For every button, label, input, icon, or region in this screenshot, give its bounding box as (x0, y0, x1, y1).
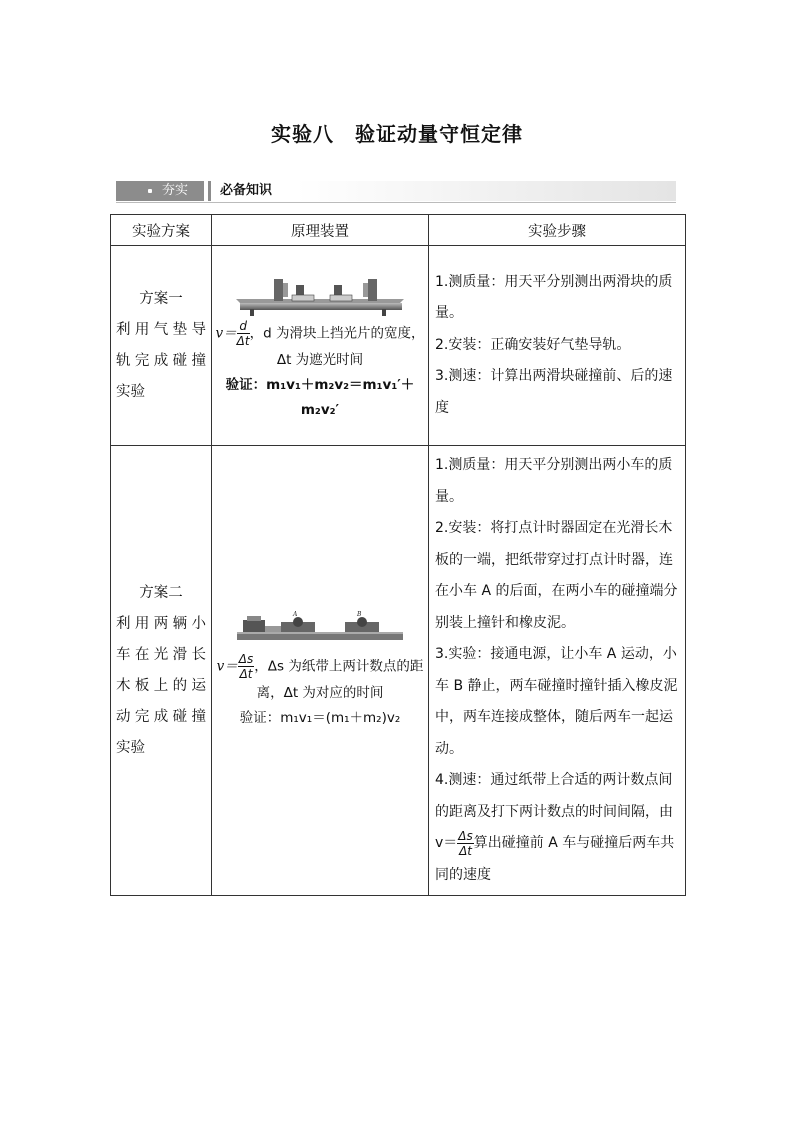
scheme-cell (111, 246, 212, 446)
scheme-desc-line: 利用气垫导 (116, 321, 206, 338)
scheme-desc-line: 实验 (116, 739, 145, 756)
scheme-desc-line: 轨完成碰撞 (116, 352, 206, 369)
table-row (111, 246, 686, 446)
scheme-label: 方案二 (139, 584, 183, 601)
step-item: 3.实验：接通电源，让小车 A 运动，小车 B 静止，两车碰撞时撞针插入橡皮泥中，两车连接成整体，随后两车一起运动。 (435, 646, 678, 757)
photogate-right (368, 279, 377, 301)
tape (265, 626, 281, 632)
fraction: $\frac{d}{\Delta t}$ (236, 318, 250, 348)
step-item: 2.安装：将打点计时器固定在光滑长木板的一端，把纸带穿过打点计时器，连在小车 A 的后面，在两小车的碰撞端分别装上撞针和橡皮泥。 (435, 520, 678, 631)
verify-formula: 验证：m₁v₁＝(m₁＋m₂)v₂ (239, 710, 401, 726)
scheme-desc-line: 动完成碰撞 (116, 708, 206, 725)
timer-top (247, 616, 261, 621)
section-name: 必备知识 (220, 183, 273, 198)
header-device: 原理装置 (212, 215, 429, 246)
step-item: 1.测质量：用天平分别测出两滑块的质量。 (435, 273, 673, 322)
table-header-row (111, 215, 686, 246)
scheme-desc-line: 利用两辆小 (116, 615, 206, 632)
device-cell (212, 446, 429, 896)
section-separator (208, 181, 211, 201)
header-scheme: 实验方案 (111, 215, 212, 246)
board-top (237, 632, 403, 634)
track-leg (250, 309, 254, 316)
steps-cell (429, 446, 686, 896)
step-item: 1.测质量：用天平分别测出两小车的质量。 (435, 457, 673, 505)
section-tag: 夯实 (116, 181, 204, 201)
cart-a-label: A (293, 611, 298, 618)
photogate-left-part (283, 283, 288, 297)
bullet-icon (148, 189, 152, 193)
cart-a-weight (293, 617, 303, 627)
timer (243, 620, 265, 632)
track-body (240, 303, 402, 310)
scheme-desc-line: 木板上的运 (116, 677, 206, 694)
fraction: $\frac{\Delta s}{\Delta t}$ (458, 828, 473, 858)
slider-left (292, 295, 314, 301)
table-row (111, 446, 686, 896)
photogate-left (274, 279, 283, 301)
page-title: 实验八 验证动量守恒定律 (271, 122, 523, 146)
experiment-table (110, 214, 686, 896)
slider-right (330, 295, 352, 301)
step-item: 3.测速：计算出两滑块碰撞前、后的速度 (435, 368, 673, 416)
step-item: 2.安装：正确安装好气垫导轨。 (435, 336, 631, 353)
principle-text: v＝ $\frac{\Delta s}{\Delta t}$ ，Δs 为纸带上两计数点的距离，Δt 为对应的时间 (216, 652, 424, 701)
scheme-label: 方案一 (139, 290, 183, 307)
steps-cell (429, 246, 686, 446)
step-item: 4.测速：通过纸带上合适的两计数点间的距离及打下两计数点的时间间隔，由 v＝ $\frac{\Delta s}{\Delta t}$ 算出碰撞前 A 车与碰撞后两车共同的速度 (435, 772, 675, 883)
cart-b-weight (357, 617, 367, 627)
scheme-cell (111, 446, 212, 896)
air-track-image (232, 269, 408, 319)
section-header (116, 180, 676, 203)
scheme-desc-line: 实验 (116, 383, 145, 400)
scheme-desc-line: 车在光滑长 (116, 646, 206, 663)
verify-formula: 验证：m₁v₁＋m₂v₂＝m₁v₁′＋m₂v₂′ (225, 376, 415, 418)
device-cell (212, 246, 429, 446)
principle-text: v＝ $\frac{d}{\Delta t}$ ，d 为滑块上挡光片的宽度，Δt 为遮光时间 (215, 318, 425, 368)
header-steps: 实验步骤 (429, 215, 686, 246)
cart-b-label: B (357, 611, 362, 618)
section-gradient (296, 181, 676, 201)
carts-image (235, 610, 405, 644)
track-leg (382, 309, 386, 316)
fraction: $\frac{\Delta s}{\Delta t}$ (238, 652, 254, 681)
photogate-right-part (363, 283, 368, 297)
